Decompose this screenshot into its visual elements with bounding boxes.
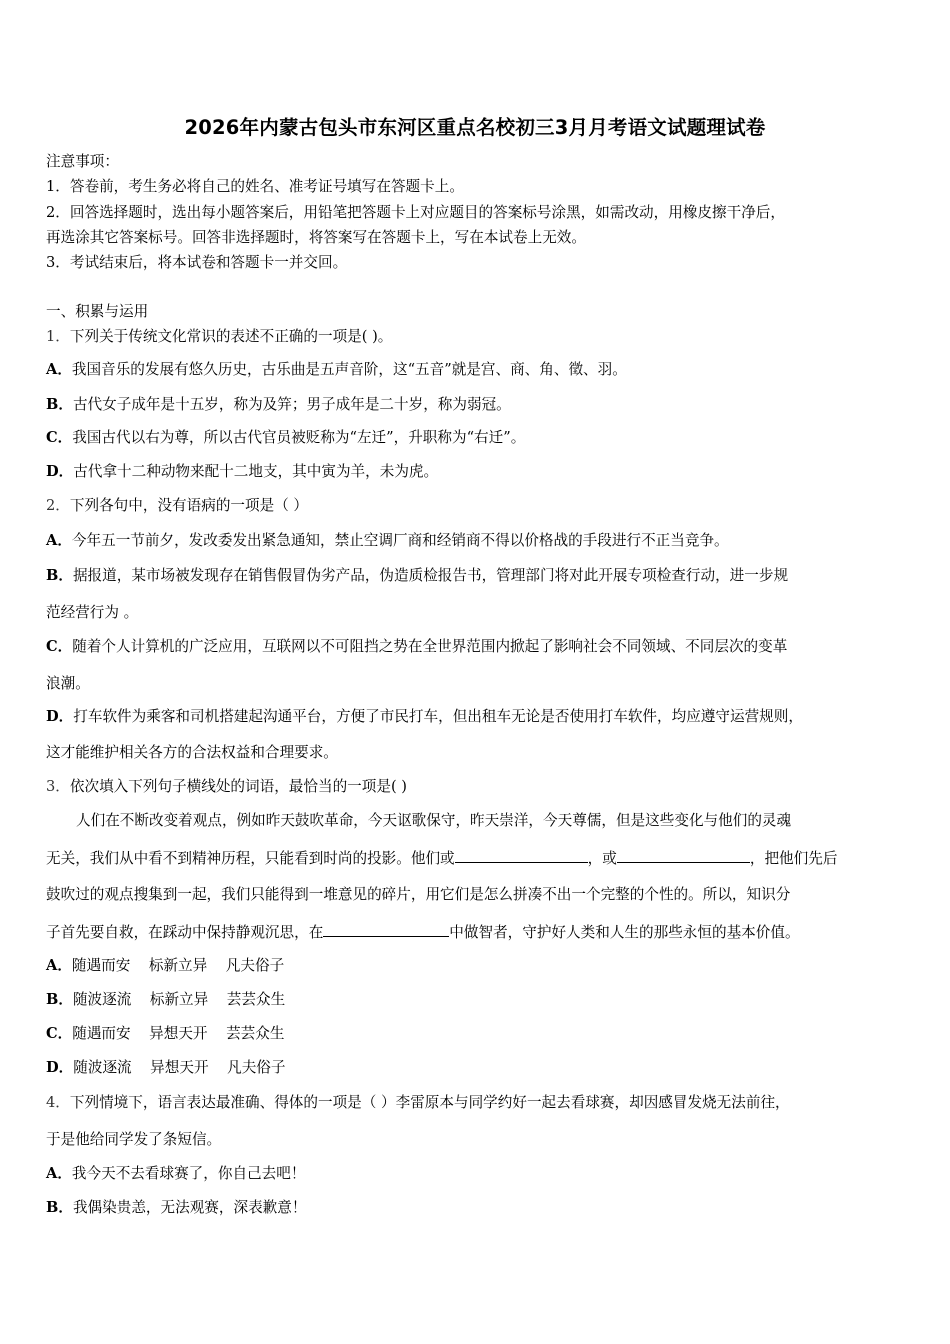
question-3 — [46, 777, 407, 797]
option-text: 古代女子成年是十五岁，称为及笄；男子成年是二十岁，称为弱冠。 — [72, 396, 511, 413]
option-text: 随着个人计算机的广泛应用，互联网以不可阻挡之势在全世界范围内掀起了影响社会不同领域、不同层次的变革 — [72, 638, 788, 655]
option-label: C． — [46, 429, 73, 446]
option-label: C． — [46, 1025, 73, 1042]
option-label: D． — [46, 463, 74, 480]
option-c — [46, 637, 787, 657]
notice-item: 2．回答选择题时，选出每小题答案后，用铅笔把答题卡上对应题目的答案标号涂黑，如需改动，用橡皮擦干净后， — [46, 204, 785, 221]
option-text: 随遇而安 异想天开 芸芸众生 — [72, 1025, 285, 1042]
question-number: 4． — [46, 1094, 70, 1111]
question-stem: 下列情境下，语言表达最准确、得体的一项是（ ）李雷原本与同学约好一起去看球赛，却因感冒发烧无法前往， — [69, 1094, 790, 1111]
option-d-continued: 这才能维护相关各方的合法权益和合理要求。 — [46, 744, 338, 761]
question-stem-continued: 于是他给同学发了条短信。 — [46, 1131, 222, 1148]
option-a — [46, 531, 729, 551]
fill-blank — [617, 848, 750, 863]
option-d — [46, 462, 438, 482]
notice-item: 再选涂其它答案标号。回答非选择题时，将答案写在答题卡上，写在本试卷上无效。 — [46, 229, 586, 246]
option-label: A． — [46, 361, 72, 378]
option-text: 我国古代以右为尊，所以古代官员被贬称为“左迁”，升职称为“右迁”。 — [72, 429, 526, 446]
option-text: 古代拿十二种动物来配十二地支，其中寅为羊，未为虎。 — [73, 463, 439, 480]
passage-text: 无关，我们从中看不到精神历程，只能看到时尚的投影。他们或 — [46, 850, 455, 867]
option-label: B． — [46, 396, 73, 413]
option-text: 随波逐流 标新立异 芸芸众生 — [72, 991, 286, 1008]
question-1 — [46, 327, 392, 347]
option-text: 随遇而安 标新立异 凡夫俗子 — [71, 957, 285, 974]
option-text: 我偶染贵恙，无法观赛，深表歉意！ — [72, 1199, 307, 1216]
option-label: A． — [46, 957, 72, 974]
option-text: 随波逐流 异想天开 凡夫俗子 — [73, 1059, 286, 1076]
page-title: 2026年内蒙古包头市东河区重点名校初三3月月考语文试题理试卷 — [184, 116, 766, 139]
notice-item: 1．答卷前，考生务必将自己的姓名、准考证号填写在答题卡上。 — [46, 178, 464, 195]
option-label: C． — [46, 638, 73, 655]
notice-item: 3．考试结束后，将本试卷和答题卡一并交回。 — [46, 254, 348, 271]
question-stem: 下列各句中，没有语病的一项是（ ） — [69, 497, 309, 514]
option-label: D． — [46, 708, 74, 725]
passage-line: 人们在不断改变着观点，例如昨天鼓吹革命，今天讴歌保守，昨天崇洋，今天尊儒，但是这些变化与他们的灵魂 — [76, 812, 792, 829]
option-text: 我今天不去看球赛了，你自己去吧！ — [71, 1165, 306, 1182]
passage-line — [46, 848, 837, 869]
passage-line: 鼓吹过的观点搜集到一起，我们只能得到一堆意见的碎片，用它们是怎么拼凑不出一个完整的个性的。所以，知识分 — [46, 886, 791, 903]
passage-text: 子首先要自救，在踩动中保持静观沉思，在 — [46, 924, 324, 941]
option-a — [46, 1164, 305, 1184]
option-a — [46, 956, 284, 976]
passage-text: ，把他们先后 — [749, 850, 838, 867]
question-stem: 下列关于传统文化常识的表述不正确的一项是( )。 — [69, 328, 393, 345]
passage-text: ，或 — [587, 850, 617, 867]
question-4 — [46, 1093, 790, 1113]
option-c-continued: 浪潮。 — [46, 675, 90, 692]
option-text: 今年五一节前夕，发改委发出紧急通知，禁止空调厂商和经销商不得以价格战的手段进行不正当竞争。 — [71, 532, 729, 549]
fill-blank — [455, 848, 588, 863]
option-c — [46, 428, 525, 448]
question-stem: 依次填入下列句子横线处的词语，最恰当的一项是( ) — [69, 778, 407, 795]
option-c — [46, 1024, 284, 1044]
option-a — [46, 360, 627, 380]
passage-line — [46, 922, 800, 943]
option-label: B． — [46, 991, 73, 1008]
question-number: 1． — [46, 328, 70, 345]
question-number: 3． — [46, 778, 70, 795]
option-b-continued: 范经营行为 。 — [46, 604, 139, 621]
option-d — [46, 707, 803, 727]
option-label: B． — [46, 1199, 73, 1216]
option-b — [46, 1198, 306, 1218]
option-b — [46, 990, 285, 1010]
question-number: 2． — [46, 497, 70, 514]
option-text: 据报道，某市场被发现存在销售假冒伪劣产品，伪造质检报告书，管理部门将对此开展专项检查行动，进一步规 — [72, 567, 789, 584]
notice-heading: 注意事项： — [46, 153, 119, 170]
option-label: B． — [46, 567, 73, 584]
option-label: D． — [46, 1059, 74, 1076]
option-b — [46, 395, 511, 415]
question-2 — [46, 496, 308, 516]
fill-blank — [323, 922, 449, 937]
option-text: 我国音乐的发展有悠久历史，古乐曲是五声音阶，这“五音”就是宫、商、角、徵、羽。 — [71, 361, 627, 378]
option-d — [46, 1058, 286, 1078]
option-b — [46, 566, 788, 586]
option-label: A． — [46, 1165, 72, 1182]
option-text: 打车软件为乘客和司机搭建起沟通平台，方便了市民打车，但出租车无论是否使用打车软件，均应遵守运营规则， — [73, 708, 803, 725]
option-label: A． — [46, 532, 72, 549]
section-heading: 一、积累与运用 — [46, 303, 149, 320]
passage-text: 中做智者，守护好人类和人生的那些永恒的基本价值。 — [449, 924, 800, 941]
